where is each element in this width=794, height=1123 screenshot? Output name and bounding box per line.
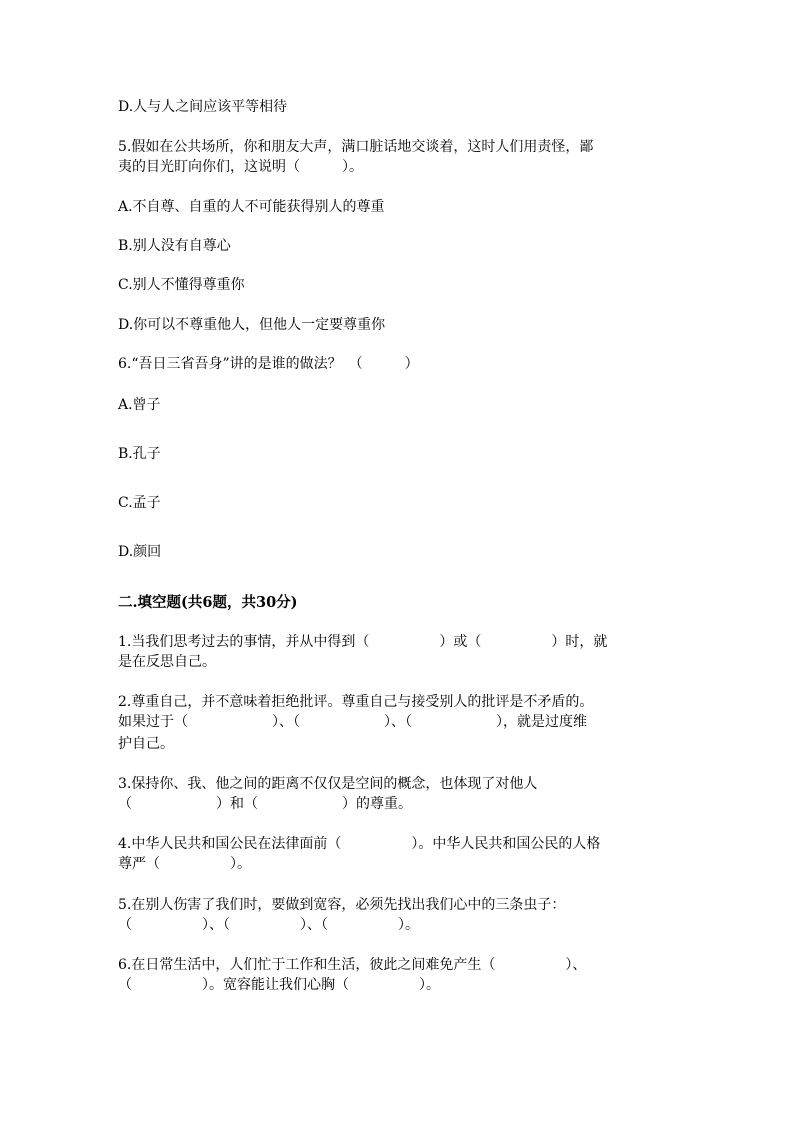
fill-q6-line-1: 6.在日常生活中，人们忙于工作和生活，彼此之间难免产生（ ）、 — [118, 957, 587, 973]
q6-stem: 6.“吾日三省吾身”讲的是谁的做法？ （ ） — [118, 356, 419, 372]
q5-stem-line-1: 5.假如在公共场所，你和朋友大声，满口脏话地交谈着，这时人们用责怪，鄙 — [118, 139, 594, 155]
q5-option-b: B.别人没有自尊心 — [118, 238, 231, 254]
fill-q4-line-1: 4.中华人民共和国公民在法律面前（ ）。中华人民共和国公民的人格 — [118, 836, 601, 852]
fill-q4-line-2: 尊严（ ）。 — [118, 856, 251, 872]
fill-q2-line-3: 护自己。 — [118, 736, 174, 752]
q5-stem-line-2: 夷的目光盯向你们，这说明（ ）。 — [118, 159, 363, 175]
q6-option-d: D.颜回 — [118, 544, 162, 560]
q4-option-d: D.人与人之间应该平等相待 — [118, 99, 288, 115]
fill-q3-line-2: （ ）和（ ）的尊重。 — [118, 796, 412, 812]
q5-option-a: A.不自尊、自重的人不可能获得别人的尊重 — [118, 199, 385, 215]
q6-option-a: A.曾子 — [118, 397, 161, 413]
fill-q2-line-1: 2.尊重自己，并不意味着拒绝批评。尊重自己与接受别人的批评是不矛盾的。 — [118, 694, 594, 710]
fill-q1-line-1: 1.当我们思考过去的事情，并从中得到（ ）或（ ）时，就 — [118, 634, 608, 650]
q5-option-c: C.别人不懂得尊重你 — [118, 277, 245, 293]
fill-q6-line-2: （ ）。宽容能让我们心胸（ ）。 — [118, 977, 440, 993]
q6-option-c: C.孟子 — [118, 495, 161, 511]
fill-q2-line-2: 如果过于（ ）、（ ）、（ ），就是过度维 — [118, 714, 587, 730]
q5-option-d: D.你可以不尊重他人，但他人一定要尊重你 — [118, 317, 386, 333]
fill-q5-line-2: （ ）、（ ）、（ ）。 — [118, 917, 419, 933]
fill-q5-line-1: 5.在别人伤害了我们时，要做到宽容，必须先找出我们心中的三条虫子： — [118, 897, 566, 913]
fill-q1-line-2: 是在反思自己。 — [118, 654, 216, 670]
fill-section-heading: 二.填空题(共6题，共30分) — [118, 594, 298, 611]
fill-q3-line-1: 3.保持你、我、他之间的距离不仅仅是空间的概念，也体现了对他人 — [118, 776, 538, 792]
q6-option-b: B.孔子 — [118, 446, 161, 462]
